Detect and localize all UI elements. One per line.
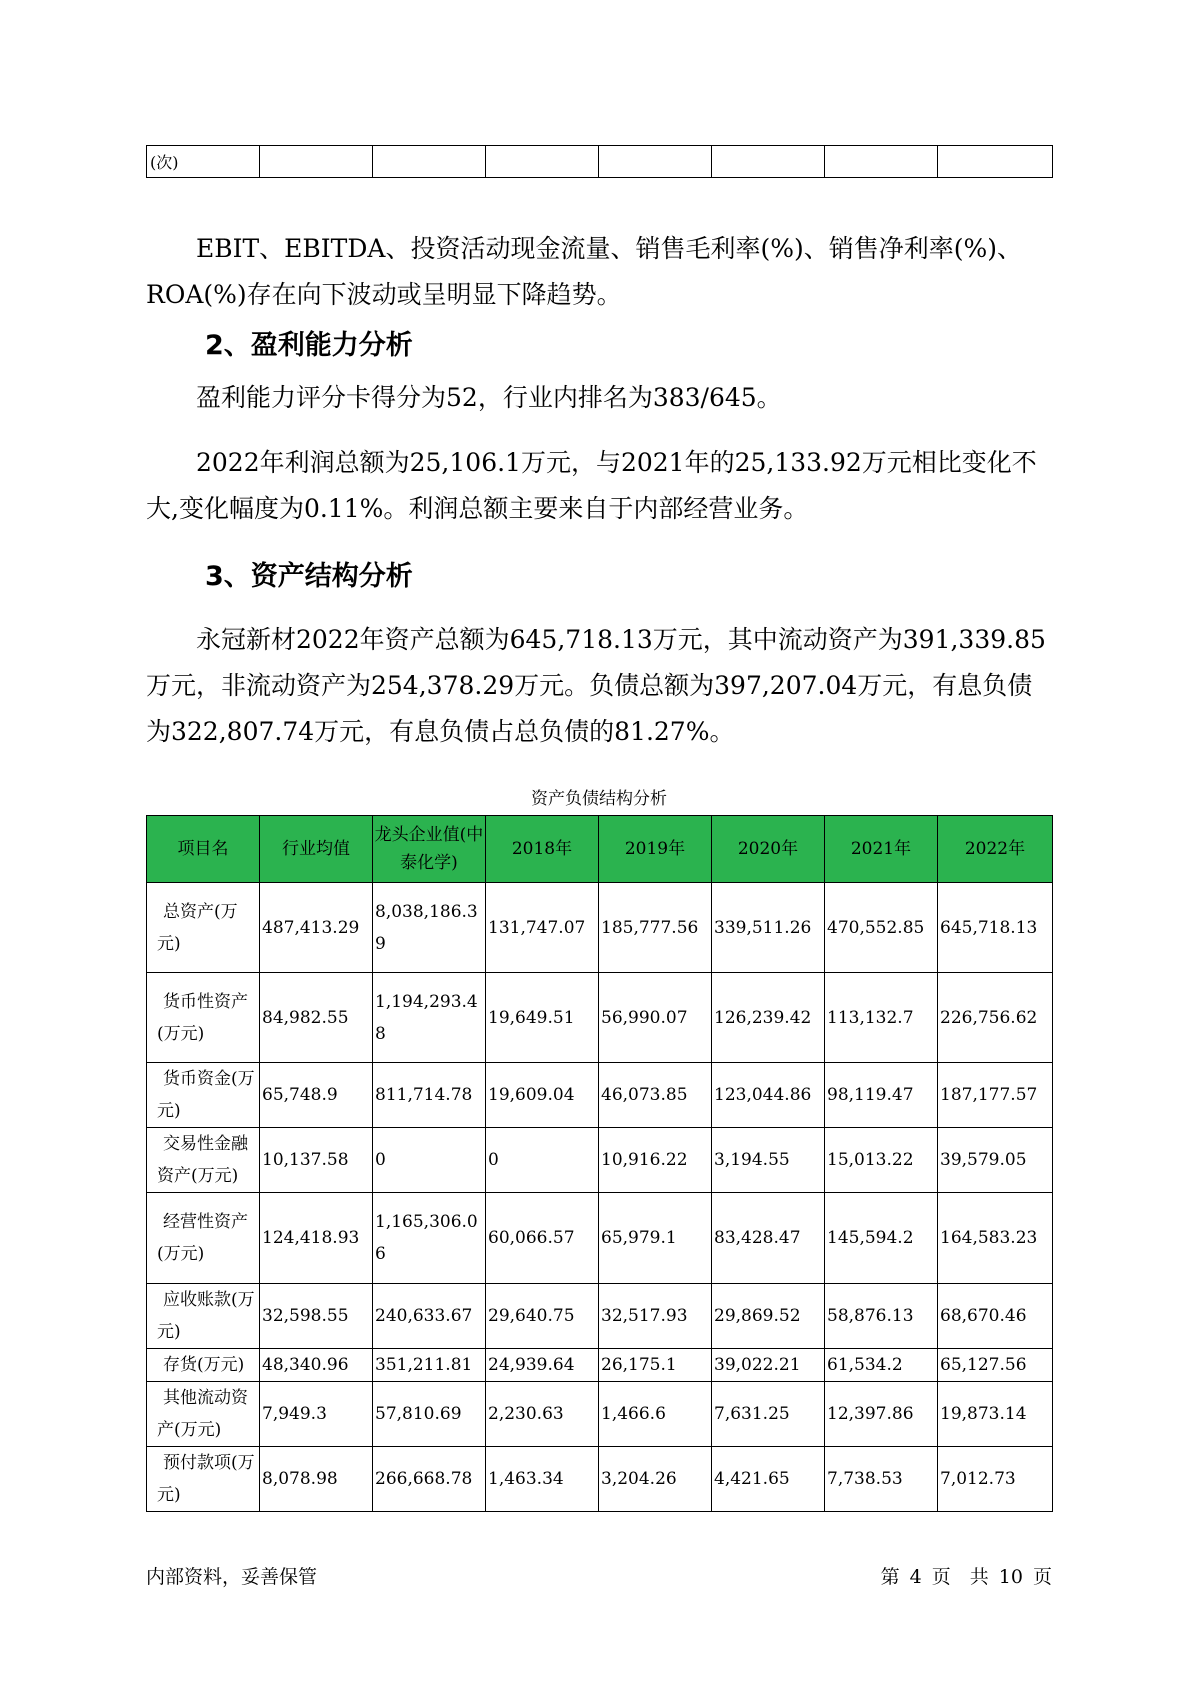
table-cell: 126,239.42 — [712, 973, 825, 1063]
table-cell: 2,230.63 — [486, 1382, 599, 1447]
table-cell: 39,579.05 — [938, 1128, 1053, 1193]
table-cell: 65,979.1 — [599, 1193, 712, 1284]
section-heading-profitability: 2、盈利能力分析 — [205, 330, 413, 361]
row-label: 预付款项(万元) — [147, 1447, 260, 1512]
column-header: 2018年 — [486, 816, 599, 883]
table-cell: 19,873.14 — [938, 1382, 1053, 1447]
table-row — [147, 146, 1053, 178]
table-cell: 470,552.85 — [825, 883, 938, 973]
table-cell: 1,165,306.06 — [373, 1193, 486, 1284]
section-heading-asset-structure: 3、资产结构分析 — [205, 561, 413, 592]
table-cell: 39,022.21 — [712, 1349, 825, 1382]
table-cell: 48,340.96 — [260, 1349, 373, 1382]
column-header: 项目名 — [147, 816, 260, 883]
table-cell: 12,397.86 — [825, 1382, 938, 1447]
footer-confidential-note: 内部资料，妥善保管 — [146, 1566, 318, 1588]
table-row — [147, 1349, 1053, 1382]
table-cell: 124,418.93 — [260, 1193, 373, 1284]
row-label: 应收账款(万元) — [147, 1284, 260, 1349]
table-cell: (次) — [147, 146, 260, 178]
column-header: 行业均值 — [260, 816, 373, 883]
table-cell: 65,748.9 — [260, 1063, 373, 1128]
table-cell: 8,038,186.39 — [373, 883, 486, 973]
table-row — [147, 1128, 1053, 1193]
table-cell: 7,012.73 — [938, 1447, 1053, 1512]
table-cell: 811,714.78 — [373, 1063, 486, 1128]
table-cell: 113,132.7 — [825, 973, 938, 1063]
table-cell: 60,066.57 — [486, 1193, 599, 1284]
table-cell: 84,982.55 — [260, 973, 373, 1063]
column-header: 2019年 — [599, 816, 712, 883]
balance-sheet-table — [146, 815, 1053, 1512]
row-label: 其他流动资产(万元) — [147, 1382, 260, 1447]
footer-page-number: 第 4 页 共 10 页 — [880, 1566, 1052, 1588]
table-cell: 1,194,293.48 — [373, 973, 486, 1063]
table-cell: 65,127.56 — [938, 1349, 1053, 1382]
table-cell: 83,428.47 — [712, 1193, 825, 1284]
table-cell: 645,718.13 — [938, 883, 1053, 973]
row-label: 交易性金融资产(万元) — [147, 1128, 260, 1193]
table-cell: 351,211.81 — [373, 1349, 486, 1382]
table-cell: 98,119.47 — [825, 1063, 938, 1128]
column-header: 2021年 — [825, 816, 938, 883]
table-cell: 339,511.26 — [712, 883, 825, 973]
table-cell: 57,810.69 — [373, 1382, 486, 1447]
table-cell: 3,204.26 — [599, 1447, 712, 1512]
table-cell: 187,177.57 — [938, 1063, 1053, 1128]
row-label: 货币资金(万元) — [147, 1063, 260, 1128]
table-cell: 26,175.1 — [599, 1349, 712, 1382]
table-cell: 19,609.04 — [486, 1063, 599, 1128]
table-cell: 58,876.13 — [825, 1284, 938, 1349]
table-cell: 32,517.93 — [599, 1284, 712, 1349]
table-cell: 7,949.3 — [260, 1382, 373, 1447]
table-cell: 1,463.34 — [486, 1447, 599, 1512]
table-row — [147, 883, 1053, 973]
table-cell: 10,137.58 — [260, 1128, 373, 1193]
table-row — [147, 1193, 1053, 1284]
row-label: 存货(万元) — [147, 1349, 260, 1382]
table-cell: 3,194.55 — [712, 1128, 825, 1193]
table-row — [147, 973, 1053, 1063]
table-cell: 145,594.2 — [825, 1193, 938, 1284]
table-cell: 32,598.55 — [260, 1284, 373, 1349]
table-cell: 7,738.53 — [825, 1447, 938, 1512]
table-cell: 266,668.78 — [373, 1447, 486, 1512]
table-cell: 164,583.23 — [938, 1193, 1053, 1284]
table-cell: 240,633.67 — [373, 1284, 486, 1349]
table-cell: 29,640.75 — [486, 1284, 599, 1349]
table-cell: 19,649.51 — [486, 973, 599, 1063]
table-cell: 68,670.46 — [938, 1284, 1053, 1349]
table-cell: 4,421.65 — [712, 1447, 825, 1512]
table-row — [147, 1063, 1053, 1128]
table-row — [147, 1382, 1053, 1447]
asset-paragraph: 永冠新材2022年资产总额为645,718.13万元，其中流动资产为391,339.85万元，非流动资产为254,378.29万元。负债总额为397,207.04万元，有息负债为322,807.74万元，有息负债占总负债的81.27%。 — [146, 625, 1046, 746]
table-cell: 226,756.62 — [938, 973, 1053, 1063]
table-cell: 185,777.56 — [599, 883, 712, 973]
table-caption: 资产负债结构分析 — [531, 789, 667, 809]
table-cell: 56,990.07 — [599, 973, 712, 1063]
table-header-row — [147, 816, 1053, 883]
table-cell: 7,631.25 — [712, 1382, 825, 1447]
table-cell: 1,466.6 — [599, 1382, 712, 1447]
column-header: 龙头企业值(中泰化学) — [373, 816, 486, 883]
table-cell: 131,747.07 — [486, 883, 599, 973]
table-cell: 0 — [373, 1128, 486, 1193]
row-label: 经营性资产(万元) — [147, 1193, 260, 1284]
column-header: 2022年 — [938, 816, 1053, 883]
score-paragraph: 盈利能力评分卡得分为52，行业内排名为383/645。 — [146, 383, 782, 412]
continued-table — [146, 145, 1053, 178]
table-cell: 8,078.98 — [260, 1447, 373, 1512]
row-label: 总资产(万元) — [147, 883, 260, 973]
row-label: 货币性资产(万元) — [147, 973, 260, 1063]
column-header: 2020年 — [712, 816, 825, 883]
table-cell: 123,044.86 — [712, 1063, 825, 1128]
trend-paragraph: EBIT、EBITDA、投资活动现金流量、销售毛利率(%)、销售净利率(%)、ROA(%)存在向下波动或呈明显下降趋势。 — [146, 234, 1022, 309]
table-row — [147, 1447, 1053, 1512]
table-row — [147, 1284, 1053, 1349]
table-cell: 0 — [486, 1128, 599, 1193]
table-cell: 487,413.29 — [260, 883, 373, 973]
table-cell: 61,534.2 — [825, 1349, 938, 1382]
table-cell: 10,916.22 — [599, 1128, 712, 1193]
table-cell: 15,013.22 — [825, 1128, 938, 1193]
table-cell: 24,939.64 — [486, 1349, 599, 1382]
profit-paragraph: 2022年利润总额为25,106.1万元，与2021年的25,133.92万元相比变化不大,变化幅度为0.11%。利润总额主要来自于内部经营业务。 — [146, 448, 1037, 523]
table-cell: 29,869.52 — [712, 1284, 825, 1349]
table-cell: 46,073.85 — [599, 1063, 712, 1128]
